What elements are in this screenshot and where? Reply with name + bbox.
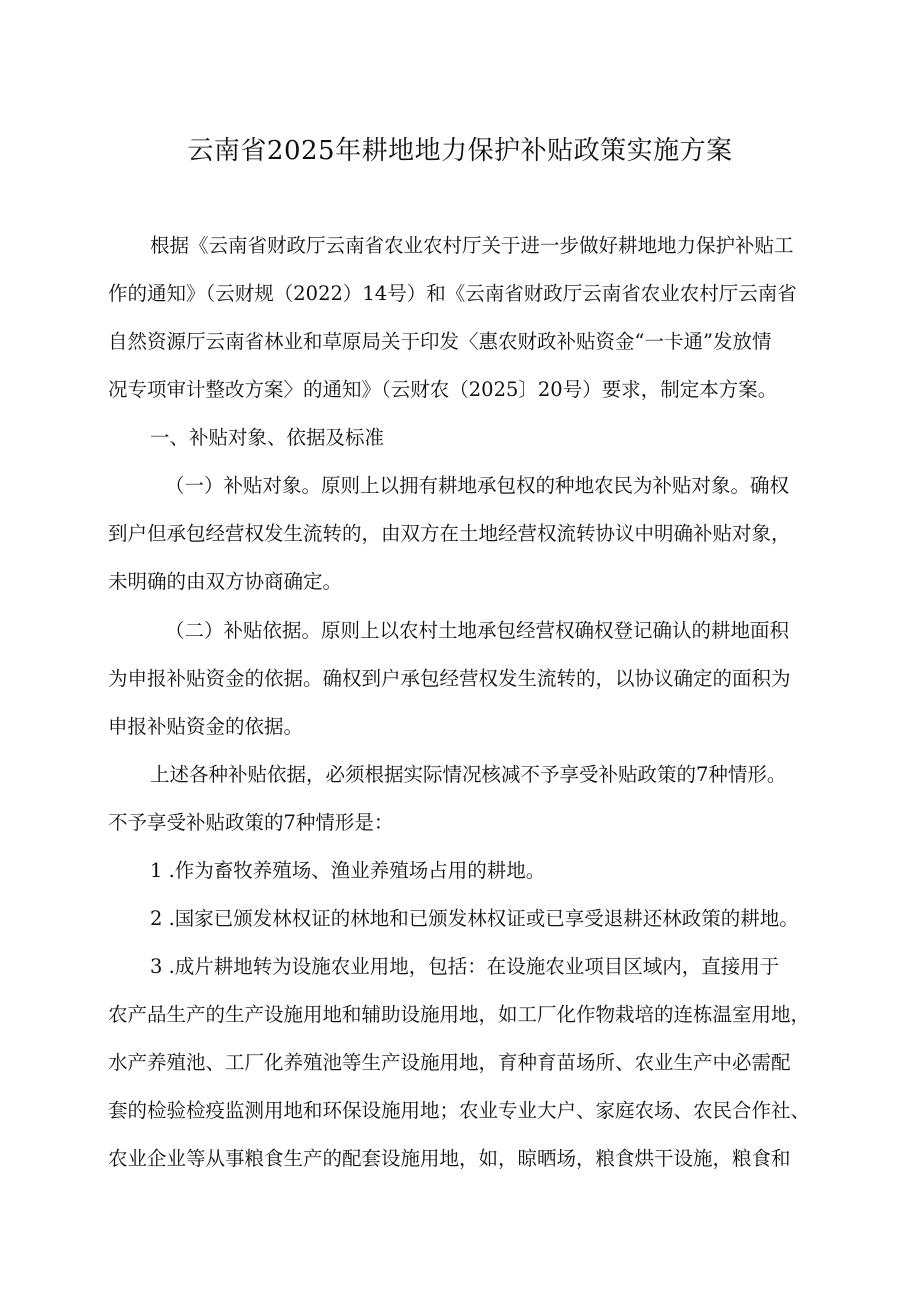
list-item: 1 .作为畜牧养殖场、渔业养殖场占用的耕地。	[150, 859, 546, 882]
paragraph-line: 根据《云南省财政厅云南省农业农村厅关于进一步做好耕地地力保护补贴工	[150, 234, 794, 257]
paragraph-line: 为申报补贴资金的依据。确权到户承包经营权发生流转的，以协议确定的面积为	[108, 667, 791, 690]
paragraph-line: 自然资源厅云南省林业和草原局关于印发〈惠农财政补贴资金“一卡通”发放情	[108, 330, 772, 353]
paragraph-line: 未明确的由双方协商确定。	[108, 570, 343, 593]
paragraph-line: （一）补贴对象。原则上以拥有耕地承包权的种地农民为补贴对象。确权	[165, 474, 790, 497]
paragraph-line: 农产品生产的生产设施用地和辅助设施用地，如工厂化作物栽培的连栋温室用地，	[108, 1003, 811, 1026]
paragraph-line: 况专项审计整改方案〉的通知》（云财农（2025〕20号）要求，制定本方案。	[108, 378, 778, 401]
paragraph-line: （二）补贴依据。原则上以农村土地承包经营权确权登记确认的耕地面积	[165, 619, 790, 642]
section-heading: 一、补贴对象、依据及标准	[150, 426, 385, 449]
paragraph-line: 申报补贴资金的依据。	[108, 715, 304, 738]
paragraph-line: 不予享受补贴政策的7种情形是：	[108, 811, 394, 834]
paragraph-line: 套的检验检疫监测用地和环保设施用地；农业专业大户、家庭农场、农民合作社、	[108, 1099, 811, 1122]
paragraph-line: 作的通知》（云财规（2022）14号）和《云南省财政厅云南省农业农村厅云南省	[108, 282, 797, 305]
list-item: 3 .成片耕地转为设施农业用地，包括：在设施农业项目区域内，直接用于	[150, 955, 780, 978]
paragraph-line: 上述各种补贴依据，必须根据实际情况核减不予享受补贴政策的7种情形。	[150, 763, 787, 786]
document-title: 云南省2025年耕地地力保护补贴政策实施方案	[187, 136, 733, 166]
paragraph-line: 到户但承包经营权发生流转的，由双方在土地经营权流转协议中明确补贴对象，	[108, 522, 791, 545]
paragraph-line: 水产养殖池、工厂化养殖池等生产设施用地，育种育苗场所、农业生产中必需配	[108, 1051, 791, 1074]
paragraph-line: 农业企业等从事粮食生产的配套设施用地，如，晾晒场，粮食烘干设施，粮食和	[108, 1147, 791, 1170]
list-item: 2 .国家已颁发林权证的林地和已颁发林权证或已享受退耕还林政策的耕地。	[150, 907, 799, 930]
